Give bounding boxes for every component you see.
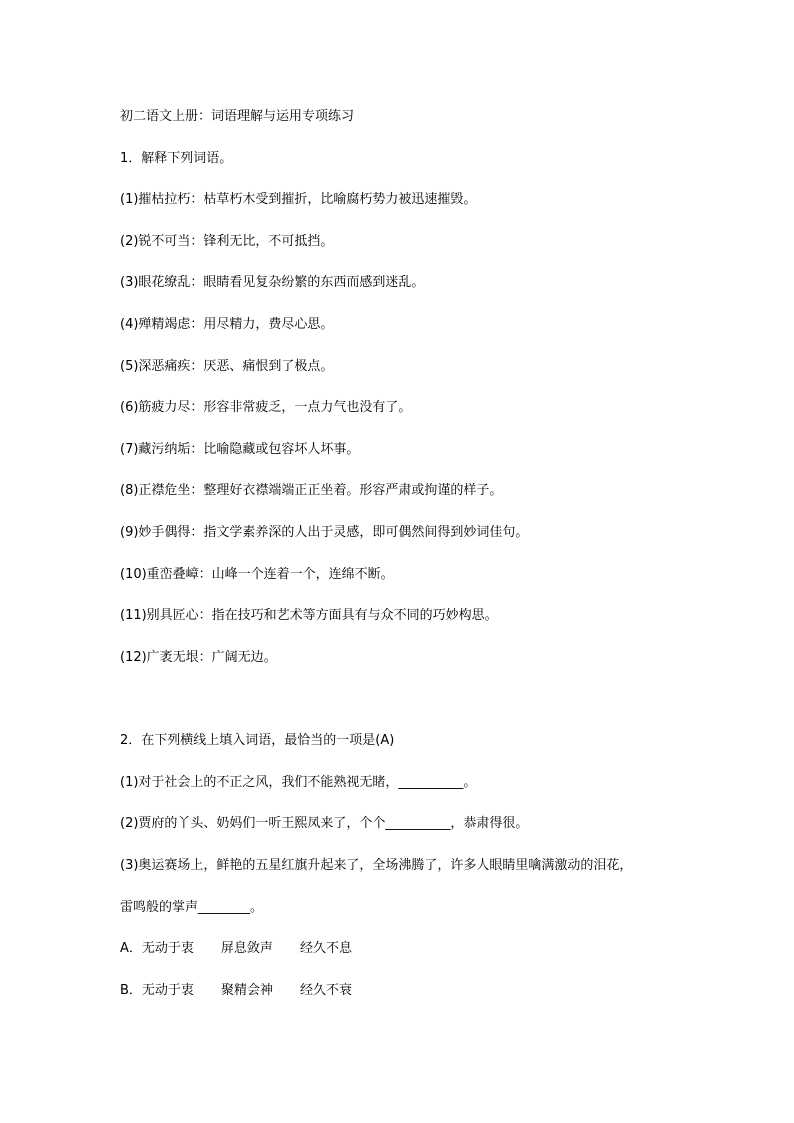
answer-option-a: [120, 940, 700, 958]
definition-item: (8)正襟危坐：整理好衣襟端端正正坐着。形容严肃或拘谨的样子。: [120, 483, 503, 498]
option-label: B．: [120, 983, 142, 998]
definition-item: (12)广袤无垠：广阔无边。: [120, 650, 277, 665]
question-1-prompt: 1．解释下列词语。: [120, 151, 233, 166]
option-word: 无动于衷: [141, 941, 194, 956]
document-title: 初二语文上册：词语理解与运用专项练习: [120, 109, 355, 124]
fill-blank-sentence: 雷鸣般的掌声________。: [120, 900, 264, 915]
fill-blank-sentence: (2)贾府的丫头、奶妈们一听王熙凤来了，个个__________，恭肃得很。: [120, 816, 529, 831]
definition-item: (3)眼花缭乱：眼睛看见复杂纷繁的东西而感到迷乱。: [120, 275, 425, 290]
option-word: 屏息敛声: [220, 941, 273, 956]
option-word: 无动于衷: [141, 983, 194, 998]
definition-item: (4)殚精竭虑：用尽精力，费尽心思。: [120, 317, 334, 332]
fill-blank-sentence: (3)奥运赛场上，鲜艳的五星红旗升起来了，全场沸腾了，许多人眼睛里噙满激动的泪花，: [120, 858, 633, 873]
definition-item: (11)别具匠心：指在技巧和艺术等方面具有与众不同的巧妙构思。: [120, 608, 498, 623]
definition-item: (9)妙手偶得：指文学素养深的人出于灵感，即可偶然间得到妙词佳句。: [120, 525, 529, 540]
definition-item: (10)重峦叠嶂：山峰一个连着一个，连绵不断。: [120, 567, 394, 582]
option-word: 经久不息: [299, 941, 352, 956]
option-label: A．: [120, 941, 142, 956]
definition-item: (7)藏污纳垢：比喻隐藏或包容坏人坏事。: [120, 442, 360, 457]
definition-item: (5)深恶痛疾：厌恶、痛恨到了极点。: [120, 359, 334, 374]
option-word: 经久不衰: [299, 983, 352, 998]
definition-item: (6)筋疲力尽：形容非常疲乏，一点力气也没有了。: [120, 400, 412, 415]
definition-item: (1)摧枯拉朽：枯草朽木受到摧折，比喻腐朽势力被迅速摧毁。: [120, 192, 477, 207]
question-2-prompt: 2．在下列横线上填入词语，最恰当的一项是(A): [120, 733, 395, 748]
definition-item: (2)锐不可当：锋利无比，不可抵挡。: [120, 234, 334, 249]
fill-blank-sentence: (1)对于社会上的不正之风，我们不能熟视无睹，__________。: [120, 775, 477, 790]
answer-option-b: [120, 982, 700, 1000]
option-word: 聚精会神: [220, 983, 273, 998]
